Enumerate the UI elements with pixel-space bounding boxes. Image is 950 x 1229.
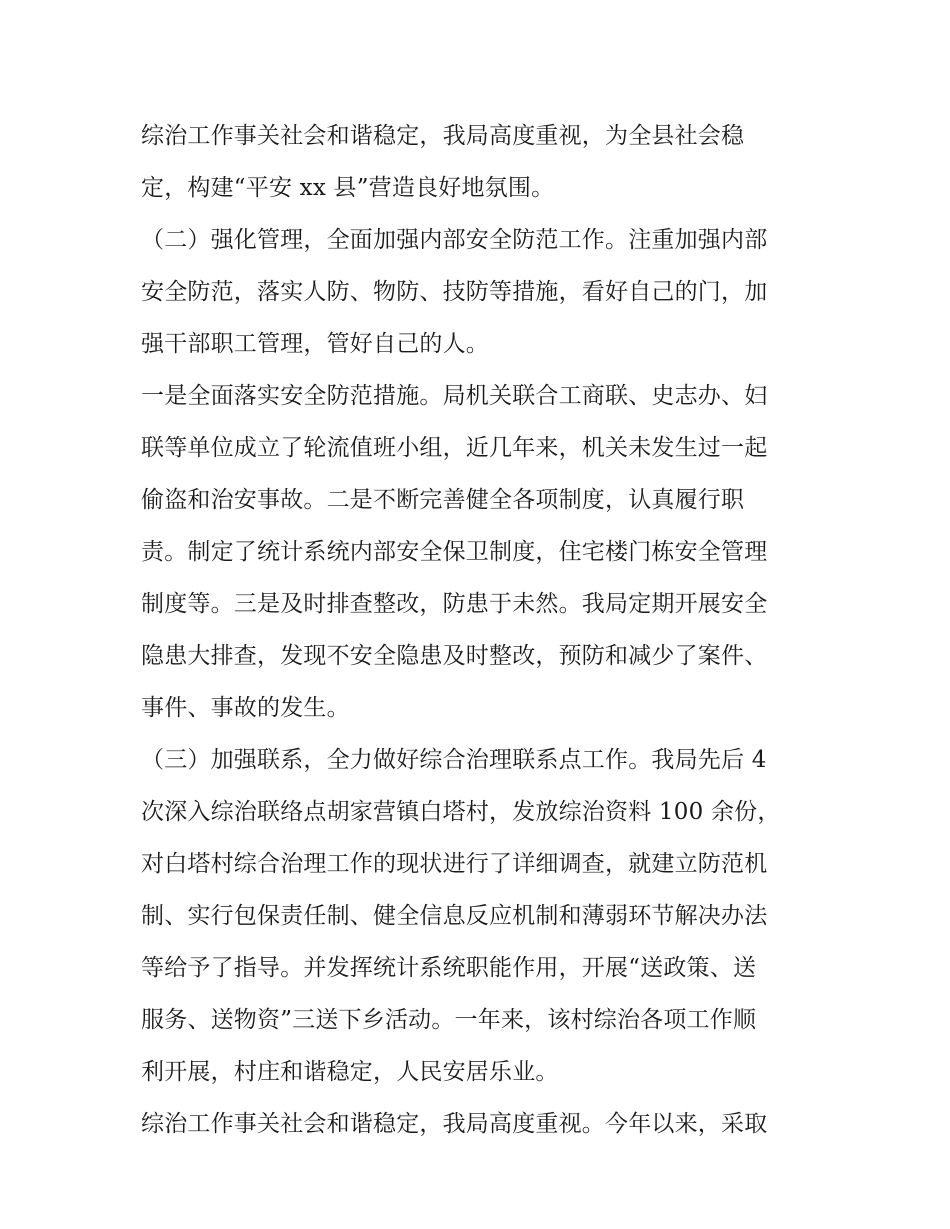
text-line: 等给予了指导。并发挥统计系统职能作用，开展“送政策、送 — [141, 955, 757, 981]
text-line: 制、实行包保责任制、健全信息反应机制和薄弱环节解决办法 — [141, 903, 768, 929]
text-line: 定，构建“平安 xx 县”营造良好地氛围。 — [141, 175, 555, 201]
document-body — [141, 110, 813, 1150]
text-line: 次深入综治联络点胡家营镇白塔村，发放综治资料 100 余份， — [141, 799, 781, 825]
text-line: （三）加强联系，全力做好综合治理联系点工作。我局先后 4 — [141, 747, 767, 773]
text-line: 服务、送物资”三送下乡活动。一年来，该村综治各项工作顺 — [141, 1007, 757, 1033]
text-line: 综治工作事关社会和谐稳定，我局高度重视，为全县社会稳 — [141, 123, 745, 149]
text-line: 安全防范，落实人防、物防、技防等措施，看好自己的门，加 — [141, 279, 768, 305]
text-line: 强干部职工管理，管好自己的人。 — [141, 331, 489, 357]
text-line: 联等单位成立了轮流值班小组，近几年来，机关未发生过一起 — [141, 435, 768, 461]
text-line: 事件、事故的发生。 — [141, 695, 350, 721]
text-line: 偷盗和治安事故。二是不断完善健全各项制度，认真履行职 — [141, 487, 745, 513]
text-line: 制度等。三是及时排查整改，防患于未然。我局定期开展安全 — [141, 591, 768, 617]
text-line: 隐患大排查，发现不安全隐患及时整改，预防和减少了案件、 — [141, 643, 768, 669]
text-line: 一是全面落实安全防范措施。局机关联合工商联、史志办、妇 — [141, 383, 768, 409]
text-line: 对白塔村综合治理工作的现状进行了详细调查，就建立防范机 — [141, 851, 768, 877]
text-line: 利开展，村庄和谐稳定，人民安居乐业。 — [141, 1059, 559, 1085]
text-line: 综治工作事关社会和谐稳定，我局高度重视。今年以来，采取 — [141, 1111, 768, 1137]
text-line: 责。制定了统计系统内部安全保卫制度，住宅楼门栋安全管理 — [141, 539, 768, 565]
text-line: （二）强化管理，全面加强内部安全防范工作。注重加强内部 — [141, 227, 768, 253]
